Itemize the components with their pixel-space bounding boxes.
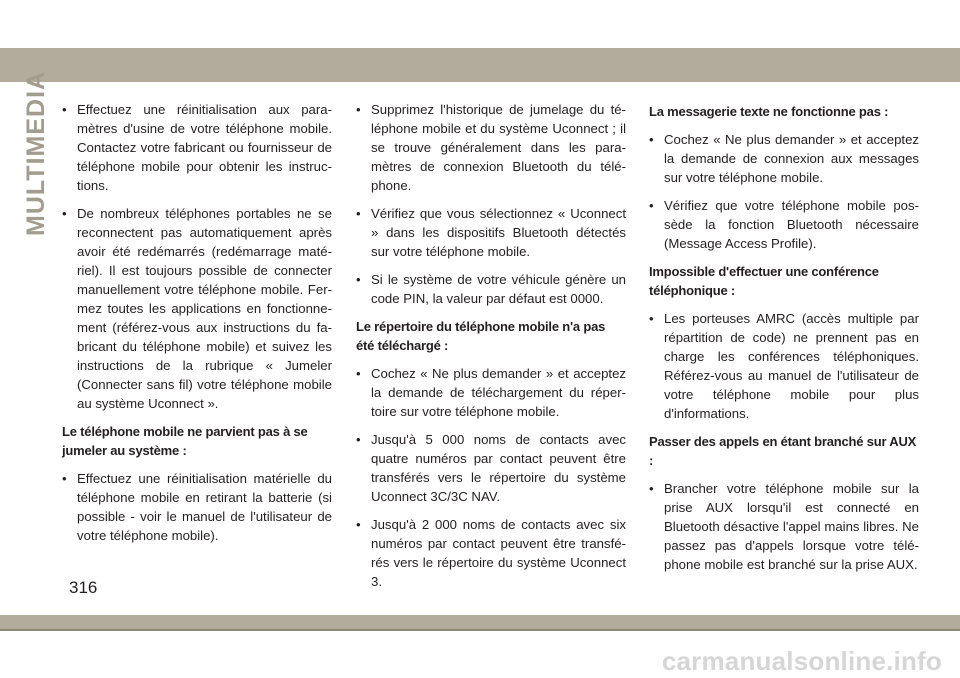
column-1 [62, 100, 332, 554]
list-item: • Effectuez une réinitialisation matérielle du téléphone mobile en retirant la batterie (si possible - voir le manuel de l'utilisateur de votre téléphone mobile). [62, 469, 332, 545]
footer-rule [0, 629, 960, 631]
list-item: • Les porteuses AMRC (accès multiple par répartition de code) ne prennent pas en charge les conférences téléphoniques. Référez-vous au manuel de l'utilisateur de votre téléphone mobile pour plus d'informations. [649, 309, 919, 423]
list-item: • Effectuez une réinitialisation aux paramètres d'usine de votre téléphone mobile. Contactez votre fabricant ou fournisseur de téléphone mobile pour obtenir les instructions. [62, 100, 332, 195]
list-item: • Jusqu'à 2 000 noms de contacts avec six numéros par contact peuvent être transférés vers le répertoire du système Uconnect 3. [356, 515, 626, 591]
section-heading: Le répertoire du téléphone mobile n'a pas été téléchargé : [356, 319, 606, 353]
list-item: • Vérifiez que votre téléphone mobile possède la fonction Bluetooth nécessaire (Message Access Profile). [649, 196, 919, 253]
watermark: carmanualsonline.info [661, 646, 942, 676]
list-item: • Si le système de votre véhicule génère un code PIN, la valeur par défaut est 0000. [356, 270, 626, 308]
list-item: • Cochez « Ne plus demander » et acceptez la demande de téléchargement du répertoire sur votre téléphone mobile. [356, 364, 626, 421]
section-heading: Passer des appels en étant branché sur AUX : [649, 434, 917, 468]
section-tab-label: MULTIMEDIA [22, 70, 50, 236]
column-3 [649, 100, 919, 583]
footer-band [0, 615, 960, 629]
column-2 [356, 100, 626, 600]
page-number: 316 [69, 578, 98, 597]
section-heading: Impossible d'effectuer une conférence téléphonique : [649, 264, 879, 298]
section-heading: La messagerie texte ne fonctionne pas : [649, 104, 889, 119]
header-band [0, 48, 960, 82]
section-heading: Le téléphone mobile ne parvient pas à se jumeler au système : [62, 424, 308, 458]
list-item: • Jusqu'à 5 000 noms de contacts avec quatre numéros par contact peuvent être transférés vers le répertoire du système Uconnect 3C/3C NAV. [356, 430, 626, 506]
list-item: • De nombreux téléphones portables ne se reconnectent pas automatiquement après avoir été redémarrés (redémarrage matériel). Il est toujours possible de connecter manuellement votre téléphone mobile. Fermez toutes les applications en fonctionnement (référez-vous aux instructions du fabricant du téléphone mobile) et suivez les instructions de la rubrique « Jumeler (Connecter sans fil) votre téléphone mobile au système Uconnect ». [62, 204, 332, 413]
list-item: • Brancher votre téléphone mobile sur la prise AUX lorsqu'il est connecté en Bluetooth désactive l'appel mains libres. Ne passez pas d'appels lorsque votre téléphone mobile est branché sur la prise AUX. [649, 479, 919, 574]
list-item: • Cochez « Ne plus demander » et acceptez la demande de connexion aux messages sur votre téléphone mobile. [649, 130, 919, 187]
list-item: • Vérifiez que vous sélectionnez « Uconnect » dans les dispositifs Bluetooth détectés sur votre téléphone mobile. [356, 204, 626, 261]
list-item: • Supprimez l'historique de jumelage du téléphone mobile et du système Uconnect ; il se trouve généralement dans les paramètres de connexion Bluetooth du téléphone. [356, 100, 626, 195]
